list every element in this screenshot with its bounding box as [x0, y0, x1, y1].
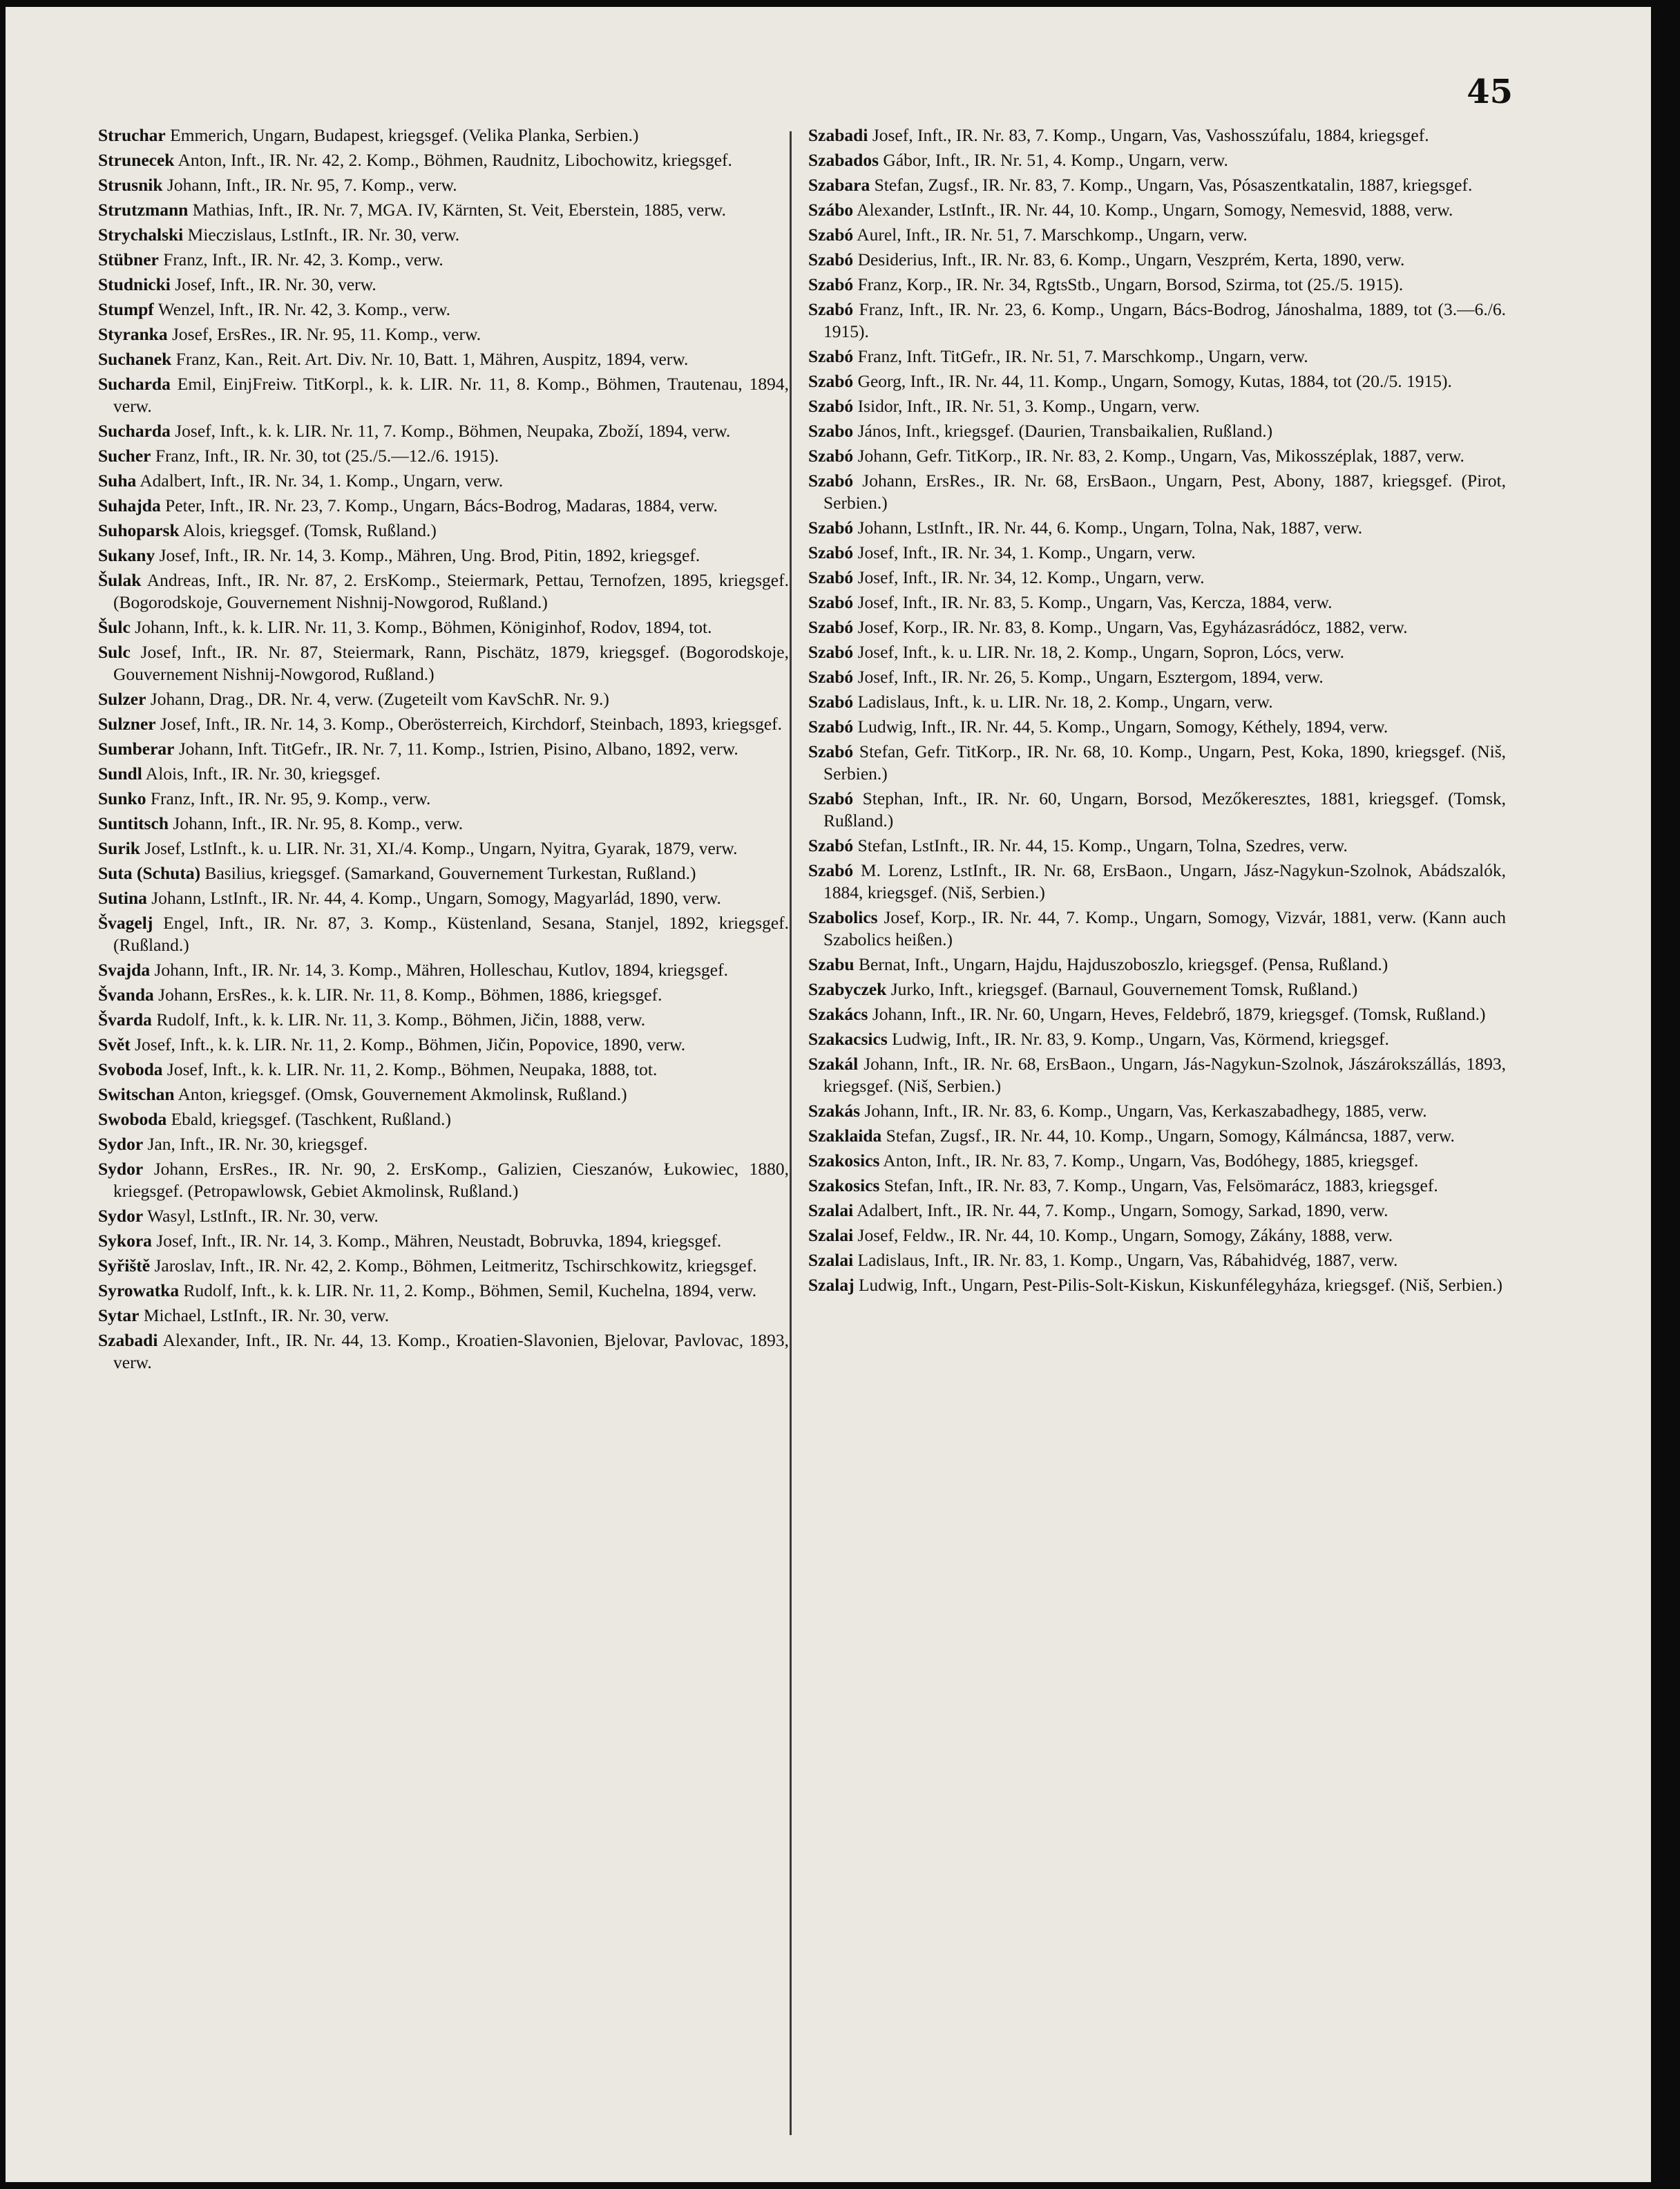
entry-surname: Sulzner	[98, 714, 156, 734]
entry-surname: Sykora	[98, 1231, 152, 1251]
entry-surname: Sulc	[98, 642, 131, 662]
list-item	[98, 323, 789, 345]
entry-surname: Szakosics	[808, 1175, 880, 1195]
list-item	[98, 544, 789, 567]
entry-details: Johann, Inft. TitGefr., IR. Nr. 7, 11. Komp., Istrien, Pisino, Albano, 1892, verw.	[174, 739, 738, 759]
entry-details: Johann, Inft., IR. Nr. 83, 6. Komp., Ungarn, Vas, Kerkaszabadhegy, 1885, verw.	[860, 1101, 1427, 1121]
entry-surname: Szabó	[808, 592, 854, 612]
entry-details: Rudolf, Inft., k. k. LIR. Nr. 11, 2. Komp., Böhmen, Semil, Kuchelna, 1894, verw.	[179, 1280, 757, 1300]
list-item	[808, 517, 1506, 539]
list-item	[98, 887, 789, 909]
entry-surname: Szalaj	[808, 1275, 855, 1295]
entry-details: Michael, LstInft., IR. Nr. 30, verw.	[139, 1305, 390, 1325]
entry-details: Johann, Drag., DR. Nr. 4, verw. (Zugeteilt vom KavSchR. Nr. 9.)	[146, 689, 609, 709]
entry-surname: Szabó	[808, 346, 854, 366]
entry-surname: Szabó	[808, 788, 854, 808]
entry-surname: Szakás	[808, 1101, 861, 1121]
list-item	[98, 763, 789, 785]
entry-surname: Švarda	[98, 1010, 152, 1030]
entry-surname: Szabó	[808, 471, 854, 491]
entry-details: Josef, Inft., IR. Nr. 34, 12. Komp., Ungarn, verw.	[853, 567, 1205, 587]
entry-details: Josef, Inft., IR. Nr. 34, 1. Komp., Ungarn, verw.	[853, 542, 1196, 562]
entry-details: Alexander, LstInft., IR. Nr. 44, 10. Komp., Ungarn, Somogy, Nemesvid, 1888, verw.	[853, 200, 1453, 220]
list-item	[98, 1059, 789, 1081]
entry-surname: Szabó	[808, 642, 854, 662]
page	[6, 7, 1651, 2182]
list-item	[808, 954, 1506, 976]
list-item	[808, 716, 1506, 738]
entry-details: Josef, Inft., k. k. LIR. Nr. 11, 7. Komp., Böhmen, Neupaka, Zboží, 1894, verw.	[170, 421, 731, 441]
list-item	[808, 1028, 1506, 1050]
list-item	[98, 249, 789, 271]
entry-details: Franz, Inft. TitGefr., IR. Nr. 51, 7. Marschkomp., Ungarn, verw.	[853, 346, 1308, 366]
list-item	[98, 1083, 789, 1106]
entry-details: Johann, LstInft., IR. Nr. 44, 4. Komp., Ungarn, Somogy, Magyarlád, 1890, verw.	[146, 888, 721, 908]
entry-surname: Sucher	[98, 446, 151, 466]
entry-details: Johann, Inft., IR. Nr. 14, 3. Komp., Mähren, Holleschau, Kutlov, 1894, kriegsgef.	[150, 960, 728, 980]
list-item	[808, 666, 1506, 688]
entry-surname: Syřiště	[98, 1255, 151, 1276]
entry-surname: Suhoparsk	[98, 520, 180, 540]
entry-surname: Surik	[98, 838, 140, 858]
entry-surname: Szabó	[808, 617, 854, 637]
list-item	[808, 199, 1506, 221]
entry-surname: Sucharda	[98, 421, 171, 441]
list-item	[808, 1100, 1506, 1122]
list-item	[808, 149, 1506, 171]
list-item	[98, 199, 789, 221]
list-item	[98, 1108, 789, 1130]
list-item	[98, 1133, 789, 1155]
entry-surname: Sundl	[98, 764, 142, 784]
list-item	[808, 1003, 1506, 1025]
entry-surname: Syrowatka	[98, 1280, 180, 1300]
column-divider	[790, 131, 792, 2135]
list-item	[98, 1158, 789, 1202]
entry-details: Anton, Inft., IR. Nr. 42, 2. Komp., Böhmen, Raudnitz, Libochowitz, kriegsgef.	[174, 150, 732, 170]
entry-surname: Szabó	[808, 299, 854, 319]
entry-details: Josef, Inft., IR. Nr. 14, 3. Komp., Oberösterreich, Kirchdorf, Steinbach, 1893, kriegsgef.	[155, 714, 783, 734]
entry-details: Ludwig, Inft., IR. Nr. 83, 9. Komp., Ungarn, Vas, Körmend, kriegsgef.	[887, 1029, 1389, 1049]
entry-details: Isidor, Inft., IR. Nr. 51, 3. Komp., Ungarn, verw.	[853, 396, 1200, 416]
entry-details: Franz, Inft., IR. Nr. 95, 9. Komp., verw.	[146, 788, 431, 808]
list-item	[808, 1249, 1506, 1271]
entry-surname: Szalai	[808, 1250, 854, 1270]
entry-surname: Svoboda	[98, 1059, 163, 1079]
list-item	[98, 124, 789, 146]
entry-surname: Sydor	[98, 1206, 144, 1226]
list-item	[98, 1329, 789, 1374]
list-item	[98, 224, 789, 246]
list-item	[808, 1053, 1506, 1097]
entry-surname: Sydor	[98, 1159, 144, 1179]
entry-surname: Szabó	[808, 741, 854, 761]
entry-details: Mathias, Inft., IR. Nr. 7, MGA. IV, Kärnten, St. Veit, Eberstein, 1885, verw.	[188, 200, 726, 220]
entry-details: Josef, Inft., IR. Nr. 26, 5. Komp., Ungarn, Esztergom, 1894, verw.	[853, 667, 1324, 687]
list-item	[808, 741, 1506, 785]
entry-surname: Sumberar	[98, 739, 175, 759]
entry-details: Mieczislaus, LstInft., IR. Nr. 30, verw.	[183, 225, 460, 245]
entry-surname: Svět	[98, 1034, 131, 1054]
entry-surname: Szabó	[808, 371, 854, 391]
entry-details: Adalbert, Inft., IR. Nr. 34, 1. Komp., Ungarn, verw.	[136, 471, 504, 491]
entry-surname: Suchanek	[98, 349, 172, 369]
entry-surname: Sydor	[98, 1134, 144, 1154]
entry-details: Andreas, Inft., IR. Nr. 87, 2. ErsKomp., Steiermark, Pettau, Ternofzen, 1895, kriegsgef. (Bogorodskoje, Gouvernement Nishnij-Nowgorod, Rußland.)	[113, 570, 789, 612]
entry-surname: Szabó	[808, 717, 854, 737]
entry-surname: Szabó	[808, 692, 854, 712]
list-item	[98, 1305, 789, 1327]
entry-surname: Styranka	[98, 324, 168, 344]
entry-surname: Szábo	[808, 200, 854, 220]
list-item	[808, 395, 1506, 417]
entry-details: Wasyl, LstInft., IR. Nr. 30, verw.	[143, 1206, 379, 1226]
list-item	[808, 1125, 1506, 1147]
entry-details: Josef, Inft., k. k. LIR. Nr. 11, 2. Komp., Böhmen, Neupaka, 1888, tot.	[162, 1059, 658, 1079]
entry-details: Alexander, Inft., IR. Nr. 44, 13. Komp., Kroatien-Slavonien, Bjelovar, Pavlovac, 1893, verw.	[113, 1330, 789, 1372]
entry-surname: Šulc	[98, 617, 131, 637]
entry-details: Alois, Inft., IR. Nr. 30, kriegsgef.	[142, 764, 381, 784]
entry-details: Ladislaus, Inft., k. u. LIR. Nr. 18, 2. Komp., Ungarn, verw.	[853, 692, 1273, 712]
entry-details: Adalbert, Inft., IR. Nr. 44, 7. Komp., Ungarn, Somogy, Sarkad, 1890, verw.	[853, 1200, 1388, 1220]
list-item	[98, 495, 789, 517]
entry-surname: Szabó	[808, 567, 854, 587]
entry-details: Johann, Gefr. TitKorp., IR. Nr. 83, 2. Komp., Ungarn, Vas, Mikosszéplak, 1887, verw.	[853, 446, 1464, 466]
entry-details: Wenzel, Inft., IR. Nr. 42, 3. Komp., verw.	[153, 299, 451, 319]
page-number: 45	[1467, 73, 1513, 111]
entry-details: Anton, kriegsgef. (Omsk, Gouvernement Akmolinsk, Rußland.)	[174, 1084, 627, 1104]
entry-surname: Szabó	[808, 225, 854, 245]
entry-surname: Szabados	[808, 150, 879, 170]
list-item	[98, 569, 789, 614]
entry-surname: Szabó	[808, 274, 854, 294]
entry-surname: Szakacsics	[808, 1029, 888, 1049]
entry-surname: Strunecek	[98, 150, 175, 170]
list-item	[808, 1175, 1506, 1197]
list-item	[808, 249, 1506, 271]
entry-surname: Szabadi	[808, 125, 868, 145]
entry-surname: Stübner	[98, 249, 159, 269]
entry-details: Alois, kriegsgef. (Tomsk, Rußland.)	[179, 520, 437, 540]
list-item	[98, 373, 789, 417]
entry-surname: Szabó	[808, 396, 854, 416]
list-item	[98, 174, 789, 196]
entry-details: Johann, LstInft., IR. Nr. 44, 6. Komp., Ungarn, Tolna, Nak, 1887, verw.	[853, 518, 1363, 538]
entry-details: Johann, Inft., IR. Nr. 95, 7. Komp., verw.	[162, 175, 457, 195]
entry-details: János, Inft., kriegsgef. (Daurien, Transbaikalien, Rußland.)	[853, 421, 1273, 441]
list-item	[808, 298, 1506, 343]
entry-details: Franz, Korp., IR. Nr. 34, RgtsStb., Ungarn, Borsod, Szirma, tot (25./5. 1915).	[853, 274, 1404, 294]
entry-surname: Szaklaida	[808, 1126, 882, 1146]
entry-surname: Szalai	[808, 1225, 854, 1245]
entry-details: Stefan, Inft., IR. Nr. 83, 7. Komp., Ungarn, Vas, Felsömarácz, 1883, kriegsgef.	[879, 1175, 1438, 1195]
entry-surname: Swoboda	[98, 1109, 167, 1129]
list-item	[98, 1255, 789, 1277]
entry-surname: Švagelj	[98, 913, 153, 933]
entry-surname: Sucharda	[98, 374, 171, 394]
list-item	[808, 445, 1506, 467]
list-item	[98, 616, 789, 638]
list-item	[808, 370, 1506, 392]
entry-details: Franz, Kan., Reit. Art. Div. Nr. 10, Batt. 1, Mähren, Auspitz, 1894, verw.	[171, 349, 689, 369]
list-item	[808, 345, 1506, 368]
entry-details: Gábor, Inft., IR. Nr. 51, 4. Komp., Ungarn, verw.	[879, 150, 1228, 170]
entry-surname: Suhajda	[98, 495, 161, 515]
list-item	[98, 984, 789, 1006]
entry-surname: Sulzer	[98, 689, 146, 709]
entry-details: Ladislaus, Inft., IR. Nr. 83, 1. Komp., Ungarn, Vas, Rábahidvég, 1887, verw.	[853, 1250, 1398, 1270]
entry-surname: Szakosics	[808, 1150, 880, 1171]
list-item	[98, 1205, 789, 1227]
entry-details: Peter, Inft., IR. Nr. 23, 7. Komp., Ungarn, Bács-Bodrog, Madaras, 1884, verw.	[160, 495, 718, 515]
entry-details: Josef, Inft., IR. Nr. 87, Steiermark, Rann, Pischätz, 1879, kriegsgef. (Bogorodskoje, Gouvernement Nishnij-Nowgorod, Rußland.)	[113, 642, 789, 684]
list-item	[98, 420, 789, 442]
list-item	[98, 1280, 789, 1302]
entry-surname: Szabyczek	[808, 979, 887, 999]
entry-surname: Szabó	[808, 518, 854, 538]
list-item	[808, 1224, 1506, 1247]
entry-details: Josef, Korp., IR. Nr. 83, 8. Komp., Ungarn, Vas, Egyházasrádócz, 1882, verw.	[853, 617, 1408, 637]
entry-details: Franz, Inft., IR. Nr. 23, 6. Komp., Ungarn, Bács-Bodrog, Jánoshalma, 1889, tot (3.—6./6. 1915).	[823, 299, 1506, 341]
list-item	[808, 860, 1506, 904]
entry-surname: Switschan	[98, 1084, 175, 1104]
entry-details: Jaroslav, Inft., IR. Nr. 42, 2. Komp., Böhmen, Leitmeritz, Tschirschkowitz, kriegsgef.	[150, 1255, 757, 1276]
entry-surname: Svajda	[98, 960, 151, 980]
entry-surname: Szabó	[808, 835, 854, 855]
entry-details: Stefan, LstInft., IR. Nr. 44, 15. Komp., Ungarn, Tolna, Szedres, verw.	[853, 835, 1348, 855]
entry-details: Jan, Inft., IR. Nr. 30, kriegsgef.	[143, 1134, 368, 1154]
list-item	[98, 149, 789, 171]
entry-surname: Suta (Schuta)	[98, 863, 201, 883]
entry-surname: Sukany	[98, 545, 155, 565]
entry-surname: Struchar	[98, 125, 166, 145]
list-item	[808, 641, 1506, 663]
entry-surname: Szabó	[808, 542, 854, 562]
entry-surname: Strutzmann	[98, 200, 189, 220]
entry-details: M. Lorenz, LstInft., IR. Nr. 68, ErsBaon., Ungarn, Jász-Nagykun-Szolnok, Abádszalók, 1884, kriegsgef. (Niš, Serbien.)	[823, 860, 1506, 902]
list-item	[808, 174, 1506, 196]
entry-surname: Sutina	[98, 888, 147, 908]
entry-details: Josef, Inft., IR. Nr. 30, verw.	[170, 274, 376, 294]
left-column	[98, 124, 789, 1376]
entry-details: Franz, Inft., IR. Nr. 42, 3. Komp., verw.	[158, 249, 443, 269]
entry-details: Josef, Inft., IR. Nr. 14, 3. Komp., Mähren, Neustadt, Bobruvka, 1894, kriegsgef.	[151, 1231, 722, 1251]
entry-details: Josef, Inft., k. u. LIR. Nr. 18, 2. Komp., Ungarn, Sopron, Lócs, verw.	[853, 642, 1345, 662]
entry-surname: Szabu	[808, 954, 855, 974]
entry-surname: Szakács	[808, 1004, 868, 1024]
entry-surname: Szabolics	[808, 907, 878, 927]
list-item	[808, 224, 1506, 246]
entry-details: Rudolf, Inft., k. k. LIR. Nr. 11, 3. Komp., Böhmen, Jičin, 1888, verw.	[151, 1010, 646, 1030]
entry-surname: Stumpf	[98, 299, 154, 319]
list-item	[808, 420, 1506, 442]
entry-details: Johann, ErsRes., k. k. LIR. Nr. 11, 8. Komp., Böhmen, 1886, kriegsgef.	[153, 985, 662, 1005]
entry-surname: Szabó	[808, 667, 854, 687]
list-item	[98, 788, 789, 810]
entry-surname: Szalai	[808, 1200, 854, 1220]
entry-details: Josef, Inft., IR. Nr. 83, 5. Komp., Ungarn, Vas, Kercza, 1884, verw.	[853, 592, 1333, 612]
list-item	[98, 837, 789, 860]
list-item	[98, 348, 789, 370]
entry-details: Johann, Inft., IR. Nr. 95, 8. Komp., verw.	[169, 813, 464, 833]
entry-details: Johann, ErsRes., IR. Nr. 68, ErsBaon., Ungarn, Pest, Abony, 1887, kriegsgef. (Pirot, Serbien.)	[823, 471, 1506, 513]
list-item	[98, 1034, 789, 1056]
list-item	[98, 298, 789, 321]
entry-surname: Szabó	[808, 249, 854, 269]
entry-details: Stefan, Zugsf., IR. Nr. 83, 7. Komp., Ungarn, Vas, Pósaszentkatalin, 1887, kriegsgef.	[870, 175, 1473, 195]
list-item	[98, 641, 789, 685]
list-item	[808, 542, 1506, 564]
entry-details: Josef, Inft., IR. Nr. 83, 7. Komp., Ungarn, Vas, Vashosszúfalu, 1884, kriegsgef.	[868, 125, 1429, 145]
list-item	[98, 959, 789, 981]
list-item	[98, 738, 789, 760]
entry-surname: Sytar	[98, 1305, 140, 1325]
list-item	[98, 1230, 789, 1252]
list-item	[808, 1200, 1506, 1222]
entry-surname: Szabó	[808, 446, 854, 466]
entry-details: Stefan, Zugsf., IR. Nr. 44, 10. Komp., Ungarn, Somogy, Kálmáncsa, 1887, verw.	[881, 1126, 1455, 1146]
entry-details: Franz, Inft., IR. Nr. 30, tot (25./5.—12./6. 1915).	[151, 446, 499, 466]
right-column	[808, 124, 1506, 1299]
list-item	[98, 713, 789, 735]
list-item	[808, 1274, 1506, 1296]
entry-details: Bernat, Inft., Ungarn, Hajdu, Hajduszoboszlo, kriegsgef. (Pensa, Rußland.)	[854, 954, 1388, 974]
list-item	[808, 616, 1506, 638]
entry-surname: Szakál	[808, 1054, 859, 1074]
entry-surname: Sunko	[98, 788, 146, 808]
entry-surname: Szabó	[808, 860, 854, 880]
entry-surname: Suntitsch	[98, 813, 169, 833]
list-item	[808, 691, 1506, 713]
list-item	[98, 862, 789, 884]
entry-surname: Šulak	[98, 570, 142, 590]
entry-details: Basilius, kriegsgef. (Samarkand, Gouvernement Turkestan, Rußland.)	[200, 863, 696, 883]
entry-surname: Strusnik	[98, 175, 163, 195]
list-item	[808, 788, 1506, 832]
entry-surname: Studnicki	[98, 274, 171, 294]
entry-details: Georg, Inft., IR. Nr. 44, 11. Komp., Ungarn, Somogy, Kutas, 1884, tot (20./5. 1915).	[853, 371, 1452, 391]
entry-details: Josef, Korp., IR. Nr. 44, 7. Komp., Ungarn, Somogy, Vizvár, 1881, verw. (Kann auch Szabolics heißen.)	[823, 907, 1506, 949]
entry-details: Josef, LstInft., k. u. LIR. Nr. 31, XI./4. Komp., Ungarn, Nyitra, Gyarak, 1879, verw.	[140, 838, 738, 858]
entry-details: Emil, EinjFreiw. TitKorpl., k. k. LIR. Nr. 11, 8. Komp., Böhmen, Trautenau, 1894, verw.	[113, 374, 789, 416]
entry-details: Johann, Inft., IR. Nr. 60, Ungarn, Heves, Feldebrő, 1879, kriegsgef. (Tomsk, Rußland.)	[868, 1004, 1486, 1024]
entry-details: Stephan, Inft., IR. Nr. 60, Ungarn, Borsod, Mezőkeresztes, 1881, kriegsgef. (Tomsk, Rußland.)	[823, 788, 1506, 831]
list-item	[98, 470, 789, 492]
list-item	[808, 274, 1506, 296]
entry-details: Anton, Inft., IR. Nr. 83, 7. Komp., Ungarn, Vas, Bodóhegy, 1885, kriegsgef.	[879, 1150, 1419, 1171]
entry-details: Desiderius, Inft., IR. Nr. 83, 6. Komp., Ungarn, Veszprém, Kerta, 1890, verw.	[853, 249, 1405, 269]
list-item	[98, 688, 789, 710]
list-item	[98, 520, 789, 542]
entry-surname: Szabo	[808, 421, 854, 441]
entry-details: Josef, ErsRes., IR. Nr. 95, 11. Komp., verw.	[167, 324, 481, 344]
entry-details: Aurel, Inft., IR. Nr. 51, 7. Marschkomp., Ungarn, verw.	[853, 225, 1248, 245]
entry-surname: Strychalski	[98, 225, 184, 245]
list-item	[808, 124, 1506, 146]
list-item	[98, 813, 789, 835]
entry-details: Ludwig, Inft., IR. Nr. 44, 5. Komp., Ungarn, Somogy, Kéthely, 1894, verw.	[853, 717, 1388, 737]
entry-details: Emmerich, Ungarn, Budapest, kriegsgef. (Velika Planka, Serbien.)	[165, 125, 639, 145]
list-item	[808, 567, 1506, 589]
entry-details: Johann, ErsRes., IR. Nr. 90, 2. ErsKomp., Galizien, Cieszanów, Łukowiec, 1880, kriegsgef. (Petropawlowsk, Gebiet Akmolinsk, Rußland.)	[113, 1159, 789, 1201]
entry-surname: Suha	[98, 471, 137, 491]
list-item	[98, 445, 789, 467]
list-item	[98, 912, 789, 956]
entry-surname: Szabadi	[98, 1330, 158, 1350]
list-item	[808, 1150, 1506, 1172]
list-item	[98, 274, 789, 296]
entry-details: Stefan, Gefr. TitKorp., IR. Nr. 68, 10. Komp., Ungarn, Pest, Koka, 1890, kriegsgef. (Niš, Serbien.)	[823, 741, 1506, 784]
list-item	[808, 470, 1506, 514]
entry-details: Engel, Inft., IR. Nr. 87, 3. Komp., Küstenland, Sesana, Stanjel, 1892, kriegsgef. (Rußland.)	[113, 913, 789, 955]
entry-details: Ludwig, Inft., Ungarn, Pest-Pilis-Solt-Kiskun, Kiskunfélegyháza, kriegsgef. (Niš, Serbien.)	[854, 1275, 1502, 1295]
entry-details: Johann, Inft., k. k. LIR. Nr. 11, 3. Komp., Böhmen, Königinhof, Rodov, 1894, tot.	[130, 617, 712, 637]
list-item	[808, 835, 1506, 857]
entry-details: Josef, Inft., k. k. LIR. Nr. 11, 2. Komp., Böhmen, Jičin, Popovice, 1890, verw.	[130, 1034, 686, 1054]
entry-details: Josef, Feldw., IR. Nr. 44, 10. Komp., Ungarn, Somogy, Zákány, 1888, verw.	[853, 1225, 1393, 1245]
list-item	[808, 978, 1506, 1001]
list-item	[808, 591, 1506, 614]
list-item	[98, 1009, 789, 1031]
entry-surname: Szabara	[808, 175, 870, 195]
entry-details: Johann, Inft., IR. Nr. 68, ErsBaon., Ungarn, Jás-Nagykun-Szolnok, Jászárokszállás, 1893, kriegsgef. (Niš, Serbien.)	[823, 1054, 1506, 1096]
entry-details: Jurko, Inft., kriegsgef. (Barnaul, Gouvernement Tomsk, Rußland.)	[886, 979, 1358, 999]
entry-surname: Švanda	[98, 985, 154, 1005]
entry-details: Josef, Inft., IR. Nr. 14, 3. Komp., Mähren, Ung. Brod, Pitin, 1892, kriegsgef.	[155, 545, 700, 565]
entry-details: Ebald, kriegsgef. (Taschkent, Rußland.)	[166, 1109, 451, 1129]
list-item	[808, 907, 1506, 951]
